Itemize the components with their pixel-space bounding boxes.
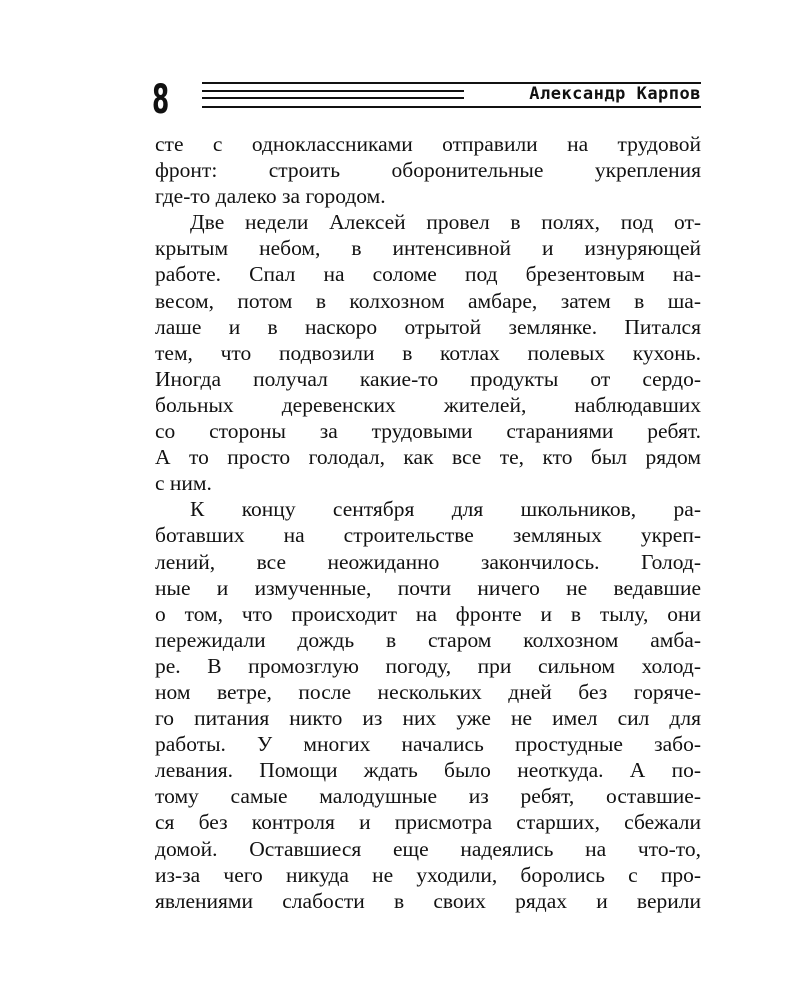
text-line: крытым небом, в интенсивной и изнуряющей — [155, 236, 701, 261]
text-line: левания. Помощи ждать было неоткуда. А по- — [155, 758, 701, 783]
text-line: тем, что подвозили в котлах полевых кухонь. — [155, 340, 701, 365]
header-rule-middle-2 — [202, 97, 464, 99]
text-line: работы. У многих начались простудные забо- — [155, 732, 701, 757]
text-line: о том, что происходит на фронте и в тылу, они — [155, 601, 701, 626]
text-line: ся без контроля и присмотра старших, сбежали — [155, 810, 701, 835]
text-line: пережидали дождь в старом колхозном амба- — [155, 627, 701, 652]
text-line: ботавших на строительстве земляных укреп- — [155, 523, 701, 548]
header-rule-middle-1 — [202, 90, 464, 92]
text-line: со стороны за трудовыми стараниями ребят. — [155, 419, 701, 444]
text-line: Две недели Алексей провел в полях, под от- — [190, 210, 701, 235]
text-line: К концу сентября для школьников, ра- — [190, 497, 701, 522]
header-rule-bottom — [202, 106, 701, 108]
text-line: лений, все неожиданно закончилось. Голод- — [155, 549, 701, 574]
text-line: ные и измученные, почти ничего не ведавшие — [155, 575, 701, 600]
body-text — [155, 131, 701, 914]
text-line: домой. Оставшиеся еще надеялись на что-то, — [155, 836, 701, 861]
text-line: где-то далеко за городом. — [155, 184, 386, 209]
text-line: лаше и в наскоро отрытой землянке. Питался — [155, 314, 701, 339]
text-line: Иногда получал какие-то продукты от сердо- — [155, 366, 701, 391]
text-line: из-за чего никуда не уходили, боролись с про- — [155, 862, 701, 887]
text-line: тому самые малодушные из ребят, оставшие- — [155, 784, 701, 809]
text-line: ном ветре, после нескольких дней без горяче- — [155, 679, 701, 704]
page-number: 8 — [152, 77, 170, 123]
text-line: явлениями слабости в своих рядах и верили — [155, 888, 701, 913]
text-line: с ним. — [155, 471, 212, 496]
text-line: фронт: строить оборонительные укрепления — [155, 158, 701, 183]
text-line: го питания никто из них уже не имел сил для — [155, 706, 701, 731]
text-line: работе. Спал на соломе под брезентовым на- — [155, 262, 701, 287]
text-line: больных деревенских жителей, наблюдавших — [155, 392, 701, 417]
text-line: весом, потом в колхозном амбаре, затем в ша- — [155, 288, 701, 313]
running-header — [202, 82, 701, 110]
text-line: сте с одноклассниками отправили на трудовой — [155, 132, 701, 156]
running-head-author: Александр Карпов — [523, 85, 701, 103]
text-line: А то просто голодал, как все те, кто был рядом — [155, 445, 701, 470]
text-line: ре. В промозглую погоду, при сильном холод- — [155, 653, 701, 678]
